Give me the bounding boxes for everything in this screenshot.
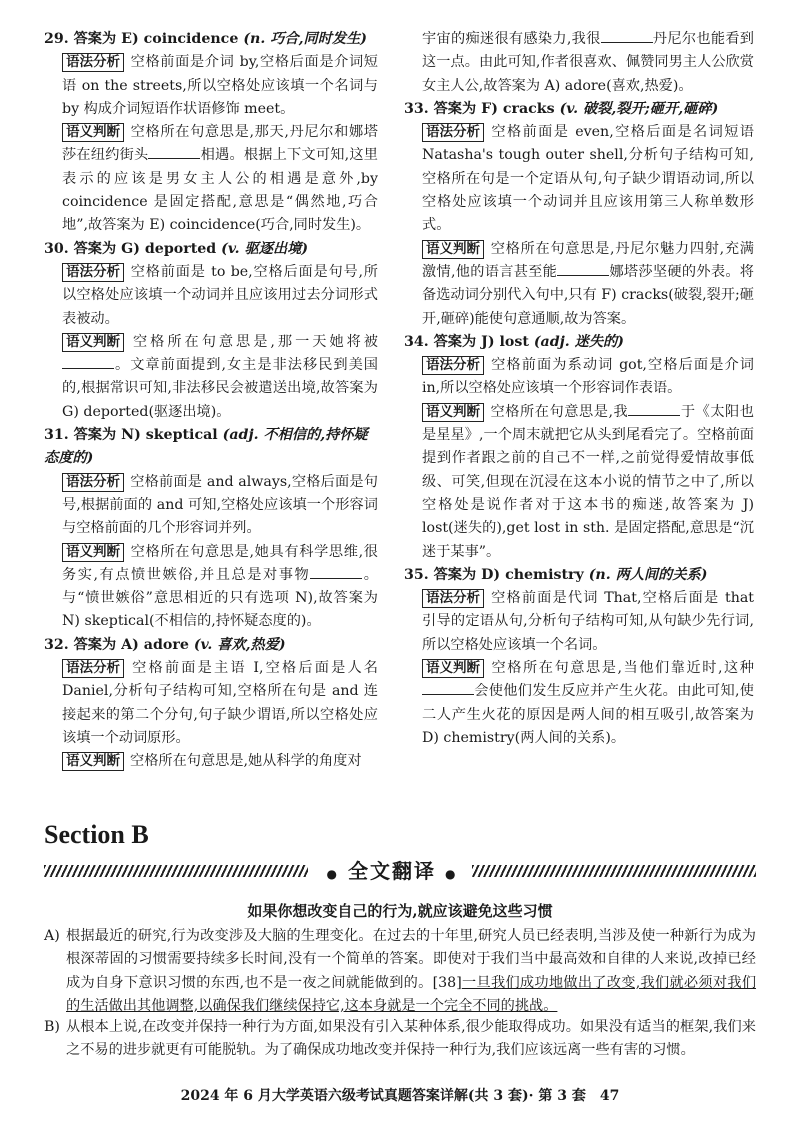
meaning-32: 语义判断 空格所在句意思是,她从科学的角度对 <box>44 750 378 773</box>
grammar-33: 语法分析 空格前面是 even,空格后面是名词短语 Natasha's tough outer shell,分析句子结构可知,空格所在句是一个定语从句,句子缺少谓语动词,所以空格处应该填一个动词并且应该用第三人称单数形式。 <box>422 124 754 234</box>
meaning-35: 语义判断 空格所在句意思是,当他们靠近时,这种会使他们发生反应并产生火花。由此可知,使二人产生火花的原因是两人间的相互吸引,故答案为 D) chemistry(两人间的关系)。 <box>422 660 754 746</box>
bullet-icon: ● <box>326 867 340 881</box>
meaning-tag: 语义判断 <box>62 333 124 352</box>
meaning-tag: 语义判断 <box>62 752 124 771</box>
bullet-icon: ● <box>444 867 458 881</box>
answer-30: 30. 答案为 G) deported (v. 驱逐出境) <box>44 240 309 257</box>
page-footer: 2024 年 6 月大学英语六级考试真题答案详解(共 3 套)· 第 3 套 47 <box>180 1088 620 1104</box>
grammar-tag: 语法分析 <box>62 659 124 678</box>
translation-banner: ● 全文翻译 ● <box>326 859 458 883</box>
grammar-31: 语法分析 空格前面是 and always,空格后面是句号,根据前面的 and 可知,空格处应该填一个形容词与空格前面的几个形容词并列。 <box>62 473 378 537</box>
blank-line <box>62 354 114 369</box>
left-column <box>44 28 378 774</box>
meaning-29: 语义判断 空格所在句意思是,那天,丹尼尔和娜塔莎在纽约街头 相遇。根据上下文可知,这里表示的应该是男女主人公的相遇是意外,by coincidence 是固定搭配,意思是“偶然地,巧合地”,故答案为 E) coincidence(巧合,同时发生)。 <box>62 124 378 234</box>
grammar-tag: 语法分析 <box>422 589 484 608</box>
grammar-tag: 语法分析 <box>62 263 124 282</box>
blank-line <box>557 261 609 276</box>
meaning-31: 语义判断 空格所在句意思是,她具有科学思维,很务实,有点愤世嫉俗,并且总是对事物 。与“愤世嫉俗”意思相近的只有选项 N),故答案为 N) skeptical(不相信的,持怀疑态度的)。 <box>62 543 378 630</box>
answer-34: 34. 答案为 J) lost (adj. 迷失的) <box>404 333 624 350</box>
paragraph-b: B) 从根本上说,在改变并保持一种行为方面,如果没有引入某种体系,很少能取得成功。如果没有适当的框架,我们来之不易的进步就更有可能脱轨。为了确保成功地改变并保持一种行为,我们应该远离一些有害的习惯。 <box>44 1016 756 1063</box>
right-column <box>404 28 754 750</box>
paragraph-a: A) 根据最近的研究,行为改变涉及大脑的生理变化。在过去的十年里,研究人员已经表明,当涉及使一种新行为成为根深蒂固的习惯需要持续多长时间,没有一个简单的答案。即使对于我们当中最高效和自律的人来说,改掉已经成为自身下意识习惯的东西,也不是一夜之间就能做到的。[38]一旦我们成功地做出了改变,我们就必须对我们的生活做出其他调整,以确保我们继续保持它,这本身就是一个完全不同的挑战。 <box>44 925 756 1018</box>
answer-31: 31. 答案为 N) skeptical (adj. 不相信的,持怀疑态度的) <box>44 427 368 467</box>
grammar-32: 语法分析 空格前面是主语 I,空格后面是人名 Daniel,分析句子结构可知,空格所在句是 and 连接起来的第二个分句,句子缺少谓语,所以空格处应该填一个动词原形。 <box>62 660 378 746</box>
blank-line <box>628 401 680 416</box>
answer-32: 32. 答案为 A) adore (v. 喜欢,热爱) <box>44 636 286 653</box>
answer-29: 29. 答案为 E) coincidence (n. 巧合,同时发生) <box>44 31 367 47</box>
hatch-divider-right <box>472 865 756 877</box>
grammar-29: 语法分析 空格前面是介词 by,空格后面是介词短语 on the streets,所以空格处应该填一个名词与 by 构成介词短语作状语修饰 meet。 <box>62 54 378 117</box>
grammar-tag: 语法分析 <box>422 123 484 142</box>
passage-title: 如果你想改变自己的行为,就应该避免这些习惯 <box>247 902 553 920</box>
blank-line <box>422 680 474 695</box>
grammar-tag: 语法分析 <box>62 53 124 72</box>
section-heading: Section B <box>44 820 149 849</box>
blank-line <box>310 564 362 579</box>
meaning-tag: 语义判断 <box>422 240 484 259</box>
grammar-34: 语法分析 空格前面为系动词 got,空格后面是介词 in,所以空格处应该填一个形容词作表语。 <box>422 357 754 397</box>
answer-35: 35. 答案为 D) chemistry (n. 两人间的关系) <box>404 566 708 583</box>
underlined-answer-sentence: 一旦我们成功地做出了改变,我们就必须对我们的生活做出其他调整,以确保我们继续保持它,这本身就是一个完全不同的挑战。 <box>66 974 757 1014</box>
meaning-33: 语义判断 空格所在句意思是,丹尼尔魅力四射,充满激情,他的语言甚至能 娜塔莎坚硬的外表。将备选动词分别代入句中,只有 F) cracks(破裂,裂开;砸开,砸碎)能使句意通顺,故为答案。 <box>422 240 754 327</box>
meaning-tag: 语义判断 <box>422 403 484 422</box>
meaning-30: 语义判断 空格所在句意思是,那一天她将被。文章前面提到,女主是非法移民到美国的,根据常识可知,非法移民会被遣送出境,故答案为 G) deported(驱逐出境)。 <box>62 333 378 420</box>
meaning-tag: 语义判断 <box>422 659 484 678</box>
meaning-32-continued: 宇宙的痴迷很有感染力,我很 丹尼尔也能看到这一点。由此可知,作者很喜欢、佩赞同男主人公欣赏女主人公,故答案为 A) adore(喜欢,热爱)。 <box>404 28 754 98</box>
paragraph-label: B) <box>44 1019 60 1035</box>
meaning-34: 语义判断 空格所在句意思是,我 于《太阳也是星星》,一个周末就把它从头到尾看完了。空格前面提到作者跟之前的自己不一样,之前觉得爱情故事低级、可笑,但现在沉浸在这本小说的情节之中了,所以空格处是说作者对于这本书的痴迷,故答案为 J) lost(迷失的),get lost in sth. 是固定搭配,意思是“沉迷于某事”。 <box>404 401 754 564</box>
paragraph-label: A) <box>44 928 60 944</box>
hatch-divider-left <box>44 865 308 877</box>
blank-line <box>601 28 653 43</box>
meaning-tag: 语义判断 <box>62 123 124 142</box>
answer-33: 33. 答案为 F) cracks (v. 破裂,裂开;砸开,砸碎) <box>404 100 719 117</box>
grammar-tag: 语法分析 <box>62 473 124 492</box>
blank-line <box>148 144 200 159</box>
grammar-35: 语法分析 空格前面是代词 That,空格后面是 that 引导的定语从句,分析句子结构可知,从句缺少先行词,所以空格处应该填一个名词。 <box>422 590 754 653</box>
grammar-tag: 语法分析 <box>422 356 484 375</box>
meaning-tag: 语义判断 <box>62 543 124 562</box>
grammar-30: 语法分析 空格前面是 to be,空格后面是句号,所以空格处应该填一个动词并且应该用过去分词形式表被动。 <box>62 263 378 327</box>
